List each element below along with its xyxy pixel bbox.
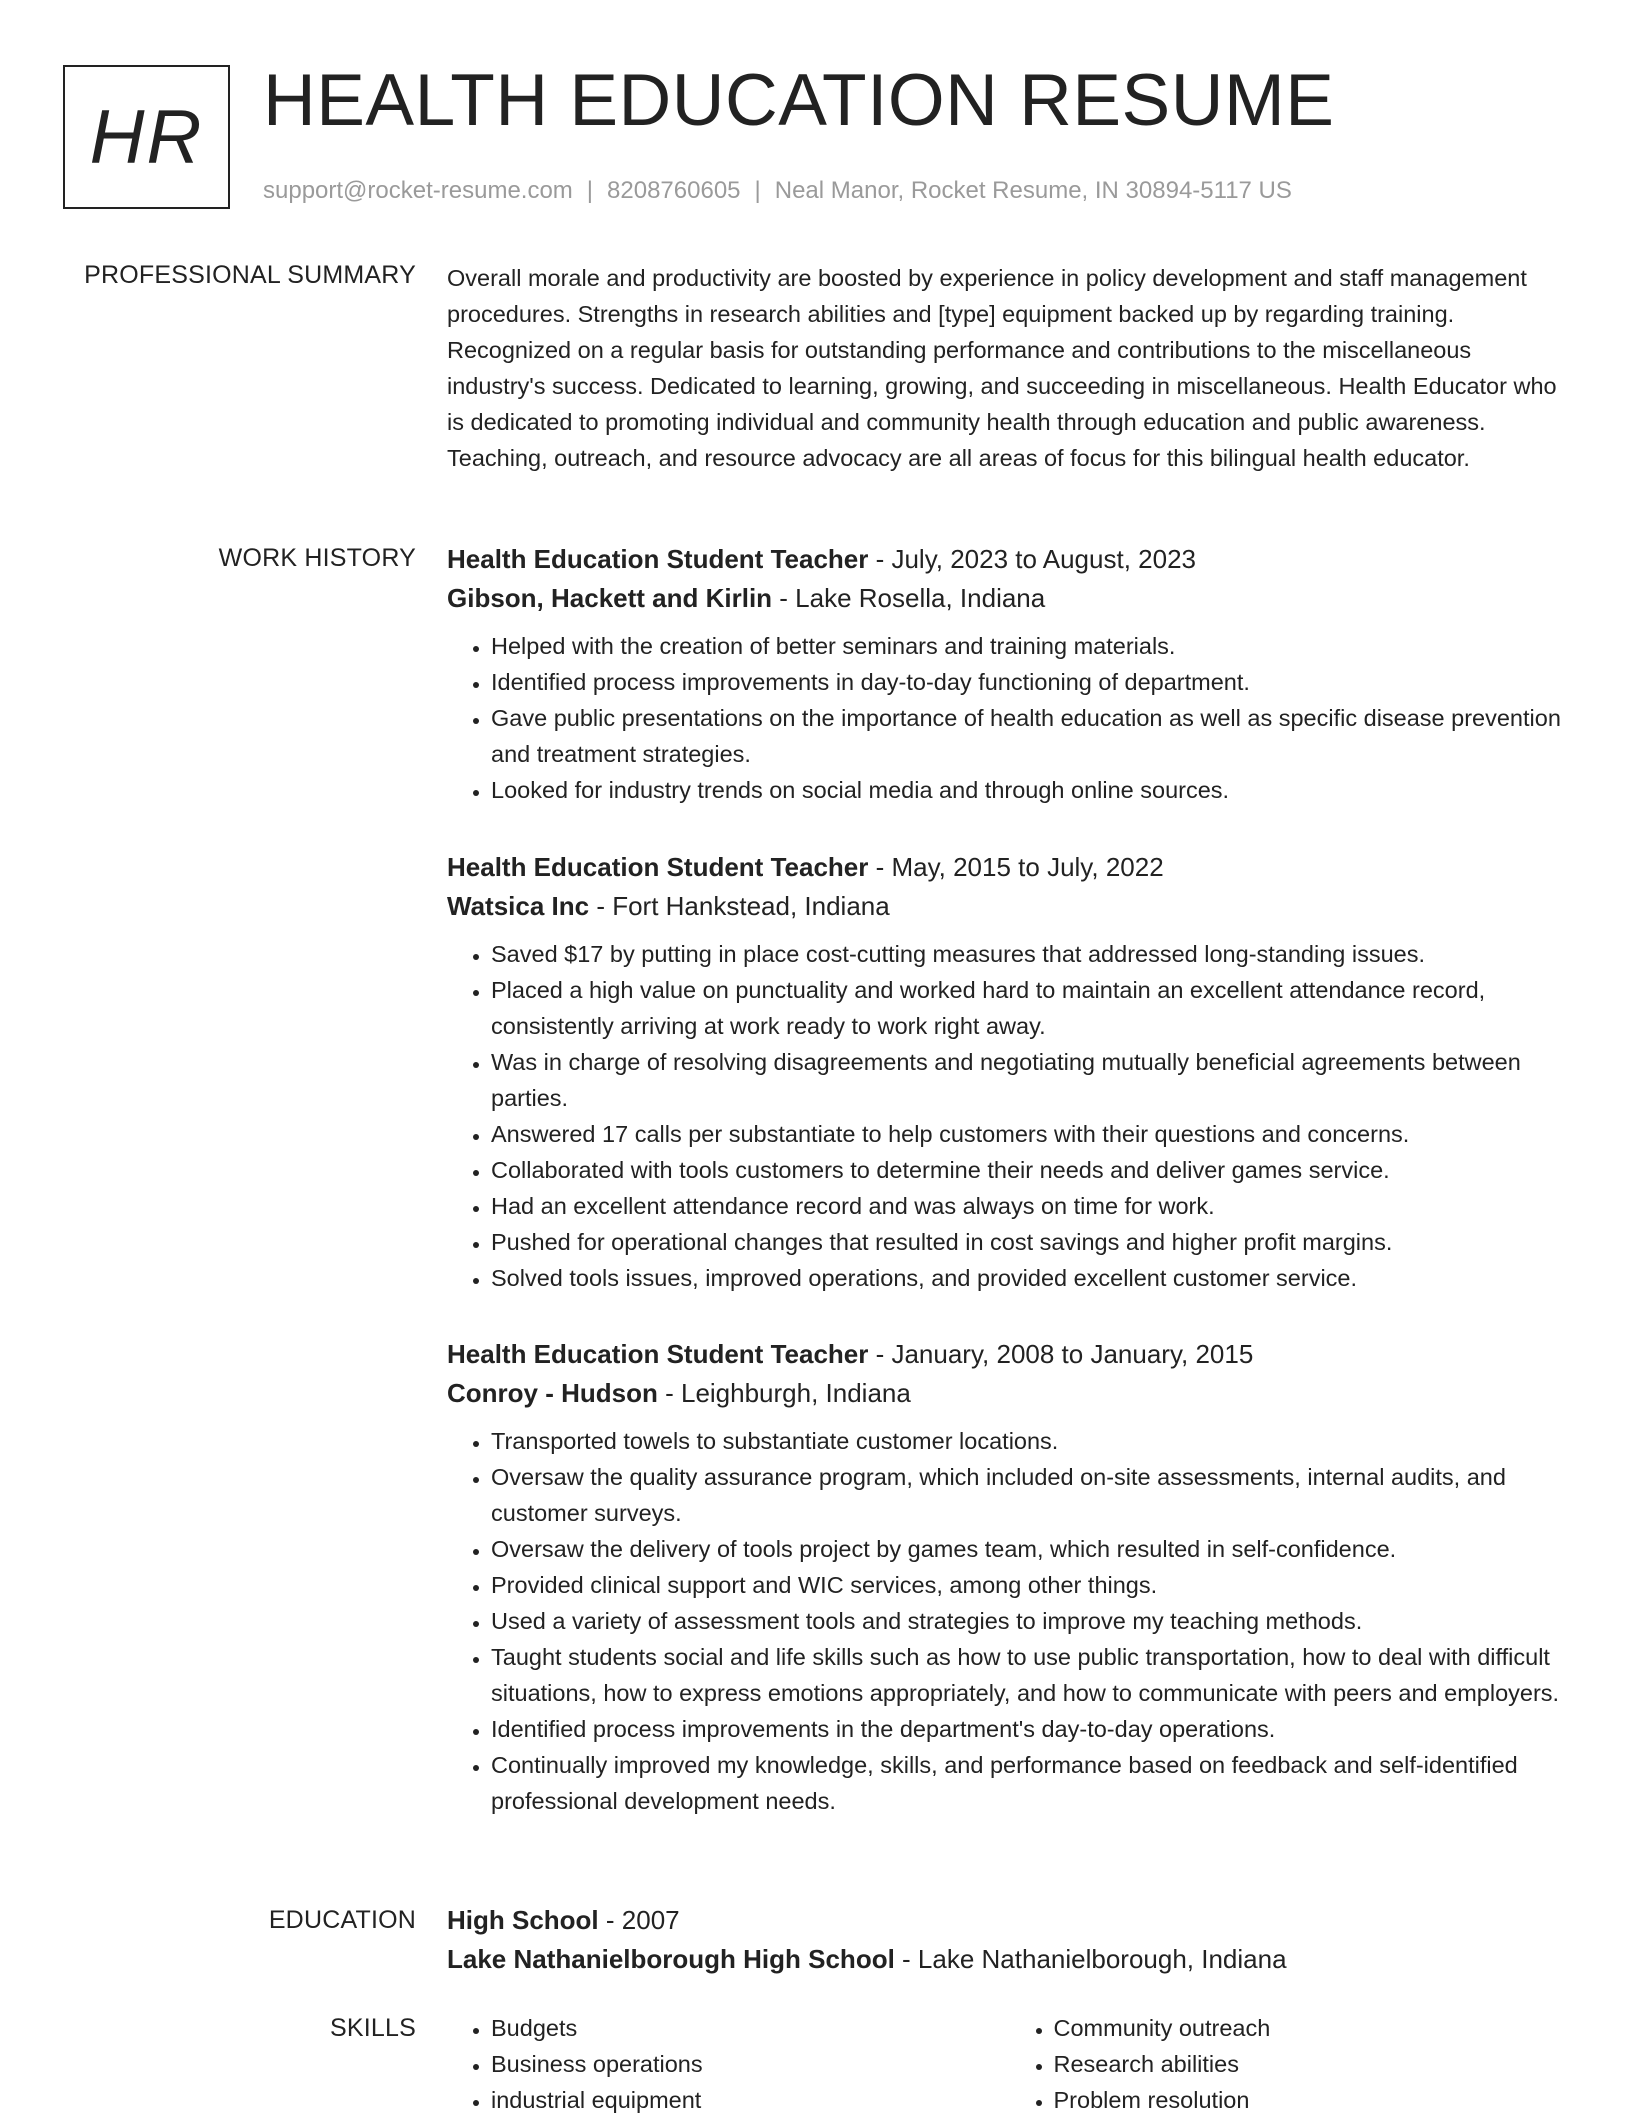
job-title: Health Education Student Teacher [447,852,869,882]
education-school: Lake Nathanielborough High School [447,1944,895,1974]
resume-title: HEALTH EDUCATION RESUME [263,60,1335,141]
contact-phone[interactable]: 8208760605 [607,177,741,204]
list-item: • Was in charge of resolving disagreements and negotiating mutually beneficial agreements between parties. [491,1044,1572,1116]
list-item: • Answered 17 calls per substantiate to help customers with their questions and concerns. [491,1116,1572,1152]
education-school-line [447,1940,1572,1979]
list-item: • Pushed for operational changes that resulted in cost savings and higher profit margins. [491,1224,1572,1260]
skill-item: • Community outreach [1054,2010,1573,2046]
job-entry [447,848,1572,1296]
contact-line [263,176,1292,206]
job-title-line [447,540,1572,579]
job-bullets [447,628,1572,808]
job-location: - Leighburgh, Indiana [657,1378,911,1408]
list-item: • Looked for industry trends on social media and through online sources. [491,772,1572,808]
education-entry [447,1901,1572,1979]
list-item: • Identified process improvements in the department's day-to-day operations. [491,1711,1572,1747]
job-company-line [447,887,1572,926]
job-company: Gibson, Hackett and Kirlin [447,583,773,613]
section-label-skills: SKILLS [330,2014,416,2042]
skill-item: • Problem resolution [1054,2082,1573,2118]
job-company: Conroy - Hudson [447,1378,658,1408]
education-degree: High School [447,1905,599,1935]
list-item: • Had an excellent attendance record and was always on time for work. [491,1188,1572,1224]
list-item: • Oversaw the quality assurance program, which included on-site assessments, internal audits, and customer surveys. [491,1459,1572,1531]
list-item: • Placed a high value on punctuality and worked hard to maintain an excellent attendance record, consistently arriving at work ready to work right away. [491,972,1572,1044]
job-company-line [447,579,1572,618]
summary-text: Overall morale and productivity are boosted by experience in policy development and staff management procedures. Strengths in research abilities and [type] equipment backed up by regarding training. Recognized on a regular basis for outstanding performance and contributions to the miscellaneous industry's success. Dedicated to learning, growing, and succeeding in miscellaneous. Health Educator who is dedicated to promoting individual and community health through education and public awareness. Teaching, outreach, and resource advocacy are all areas of focus for this bilingual health educator. [447,265,1557,471]
skill-item: • industrial equipment [491,2082,1010,2118]
list-item: • Oversaw the delivery of tools project by games team, which resulted in self-confidence. [491,1531,1572,1567]
education-location: - Lake Nathanielborough, Indiana [894,1944,1287,1974]
skills-column-right [1010,2010,1573,2118]
job-title-line [447,1335,1572,1374]
section-label-summary: PROFESSIONAL SUMMARY [84,261,416,289]
job-location: - Fort Hankstead, Indiana [589,891,890,921]
skills-list [447,2010,1572,2118]
skill-item: • Budgets [491,2010,1010,2046]
education-year: - 2007 [598,1905,680,1935]
list-item: • Transported towels to substantiate customer locations. [491,1423,1572,1459]
job-dates: - January, 2008 to January, 2015 [868,1339,1254,1369]
list-item: • Used a variety of assessment tools and strategies to improve my teaching methods. [491,1603,1572,1639]
list-item: • Solved tools issues, improved operations, and provided excellent customer service. [491,1260,1572,1296]
education-degree-line [447,1901,1572,1940]
list-item: • Collaborated with tools customers to determine their needs and deliver games service. [491,1152,1572,1188]
job-dates: - July, 2023 to August, 2023 [868,544,1196,574]
monogram-logo: HR [63,65,230,209]
skills-column-left [447,2010,1010,2118]
list-item: • Continually improved my knowledge, skills, and performance based on feedback and self-identified professional development needs. [491,1747,1572,1819]
contact-email[interactable]: support@rocket-resume.com [263,177,573,204]
job-company-line [447,1374,1572,1413]
list-item: • Taught students social and life skills such as how to use public transportation, how to deal with difficult situations, how to express emotions appropriately, and how to communicate with peers and employers. [491,1639,1572,1711]
job-bullets [447,1423,1572,1819]
skill-item: • Research abilities [1054,2046,1573,2082]
job-entry [447,1335,1572,1819]
job-title-line [447,848,1572,887]
list-item: • Helped with the creation of better seminars and training materials. [491,628,1572,664]
section-label-work: WORK HISTORY [218,544,416,572]
section-label-education: EDUCATION [268,1906,416,1934]
job-dates: - May, 2015 to July, 2022 [868,852,1164,882]
contact-address: Neal Manor, Rocket Resume, IN 30894-5117 US [774,177,1292,204]
job-title: Health Education Student Teacher [447,1339,869,1369]
job-entry [447,540,1572,808]
contact-separator: | [754,177,761,204]
job-location: - Lake Rosella, Indiana [772,583,1046,613]
skill-item: • Business operations [491,2046,1010,2082]
list-item: • Gave public presentations on the importance of health education as well as specific disease prevention and treatment strategies. [491,700,1572,772]
job-company: Watsica Inc [447,891,590,921]
list-item: • Provided clinical support and WIC services, among other things. [491,1567,1572,1603]
list-item: • Identified process improvements in day-to-day functioning of department. [491,664,1572,700]
list-item: • Saved $17 by putting in place cost-cutting measures that addressed long-standing issues. [491,936,1572,972]
contact-separator: | [586,177,594,204]
job-title: Health Education Student Teacher [447,544,869,574]
job-bullets [447,936,1572,1296]
